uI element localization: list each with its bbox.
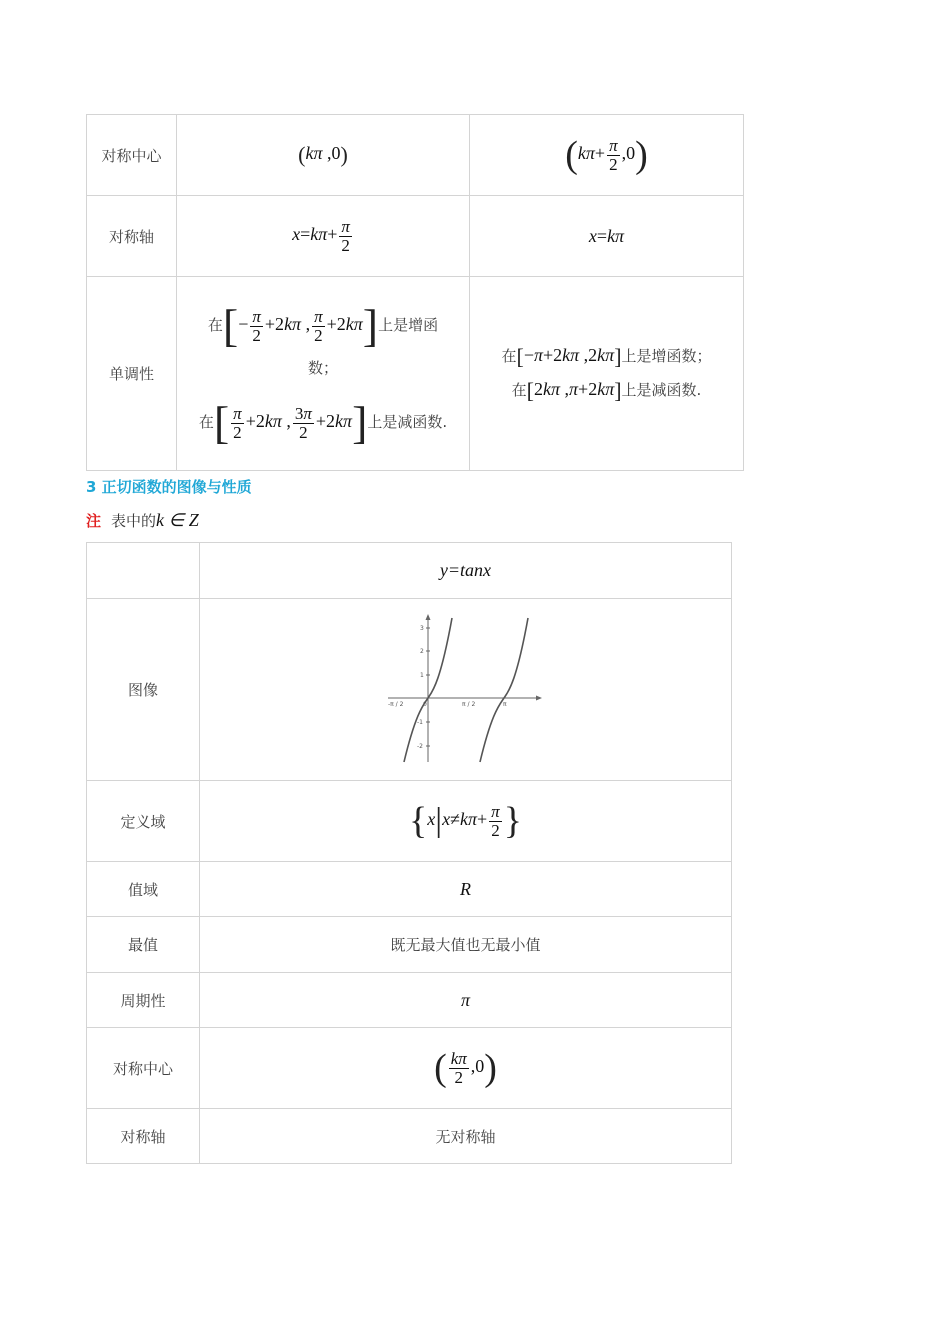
tan-graph bbox=[386, 612, 546, 767]
y-tick-1: 1 bbox=[419, 672, 424, 679]
tan-symmetry-center: ( $\frac{k\pi}{2}$ ,0) bbox=[200, 1028, 732, 1109]
tan-symmetry-axis: 无对称轴 bbox=[200, 1109, 732, 1164]
sin-symmetry-axis: x=kπ+ $\frac{\pi}{2}$ bbox=[177, 196, 470, 277]
sin-symmetry-center: (kπ ,0) bbox=[177, 115, 470, 196]
sin-monotonicity: 在[− $\frac{\pi}{2}$ +2kπ , $\frac{\pi}{2}$ +2kπ]上是增函 数； 在[ $\frac{\pi}{2}$ +2kπ , $\frac{3\pi}{2}$ +2kπ]上是减函数. bbox=[177, 277, 470, 471]
y-tick-neg1: -1 bbox=[416, 719, 423, 726]
y-tick-2: 2 bbox=[419, 648, 424, 655]
row-label-tan-center: 对称中心 bbox=[87, 1028, 200, 1109]
y-tick-neg2: -2 bbox=[416, 743, 423, 750]
x-tick-neg-half-pi: -π / 2 bbox=[387, 701, 403, 708]
graph-y-arrow bbox=[425, 614, 430, 620]
x-tick-half-pi: π / 2 bbox=[461, 701, 475, 708]
row-label-tan-axis: 对称轴 bbox=[87, 1109, 200, 1164]
section-title: 3 正切函数的图像与性质 bbox=[86, 478, 252, 496]
row-label-range: 值域 bbox=[87, 862, 200, 917]
tan-extremum: 既无最大值也无最小值 bbox=[200, 917, 732, 973]
tan-properties-table bbox=[86, 542, 732, 1164]
cos-symmetry-center: (kπ+ $\frac{\pi}{2}$ ,0) bbox=[470, 115, 744, 196]
tan-domain: {x|x≠kπ+ $\frac{\pi}{2}$ } bbox=[200, 781, 732, 862]
cos-symmetry-axis: x=kπ bbox=[470, 196, 744, 277]
row-label-monotonicity: 单调性 bbox=[87, 277, 177, 471]
graph-x-arrow bbox=[536, 696, 542, 701]
tan-branch-2 bbox=[480, 618, 528, 762]
note-math: k ∈ Z bbox=[156, 510, 199, 530]
row-label-extremum: 最值 bbox=[87, 917, 200, 973]
row-label-graph: 图像 bbox=[87, 599, 200, 781]
y-tick-3: 3 bbox=[419, 625, 424, 632]
x-tick-pi: π bbox=[502, 701, 507, 708]
cos-monotonicity: 在[−π+2kπ ,2kπ]上是增函数； 在[2kπ ,π+2kπ]上是减函数. bbox=[470, 277, 744, 471]
row-label-symmetry-center: 对称中心 bbox=[87, 115, 177, 196]
note-text: 表中的 bbox=[111, 512, 157, 530]
tan-range: R bbox=[200, 862, 732, 917]
x-tick-origin: 0 bbox=[422, 701, 427, 708]
row-label-symmetry-axis: 对称轴 bbox=[87, 196, 177, 277]
note-tag: 注 bbox=[86, 512, 102, 530]
header-empty bbox=[87, 543, 200, 599]
tan-period: π bbox=[200, 973, 732, 1028]
tan-graph-cell bbox=[200, 599, 732, 781]
row-label-period: 周期性 bbox=[87, 973, 200, 1028]
tan-header: y=tanx bbox=[200, 543, 732, 599]
sin-cos-properties-table bbox=[86, 114, 744, 471]
row-label-domain: 定义域 bbox=[87, 781, 200, 862]
note-line bbox=[86, 510, 199, 531]
